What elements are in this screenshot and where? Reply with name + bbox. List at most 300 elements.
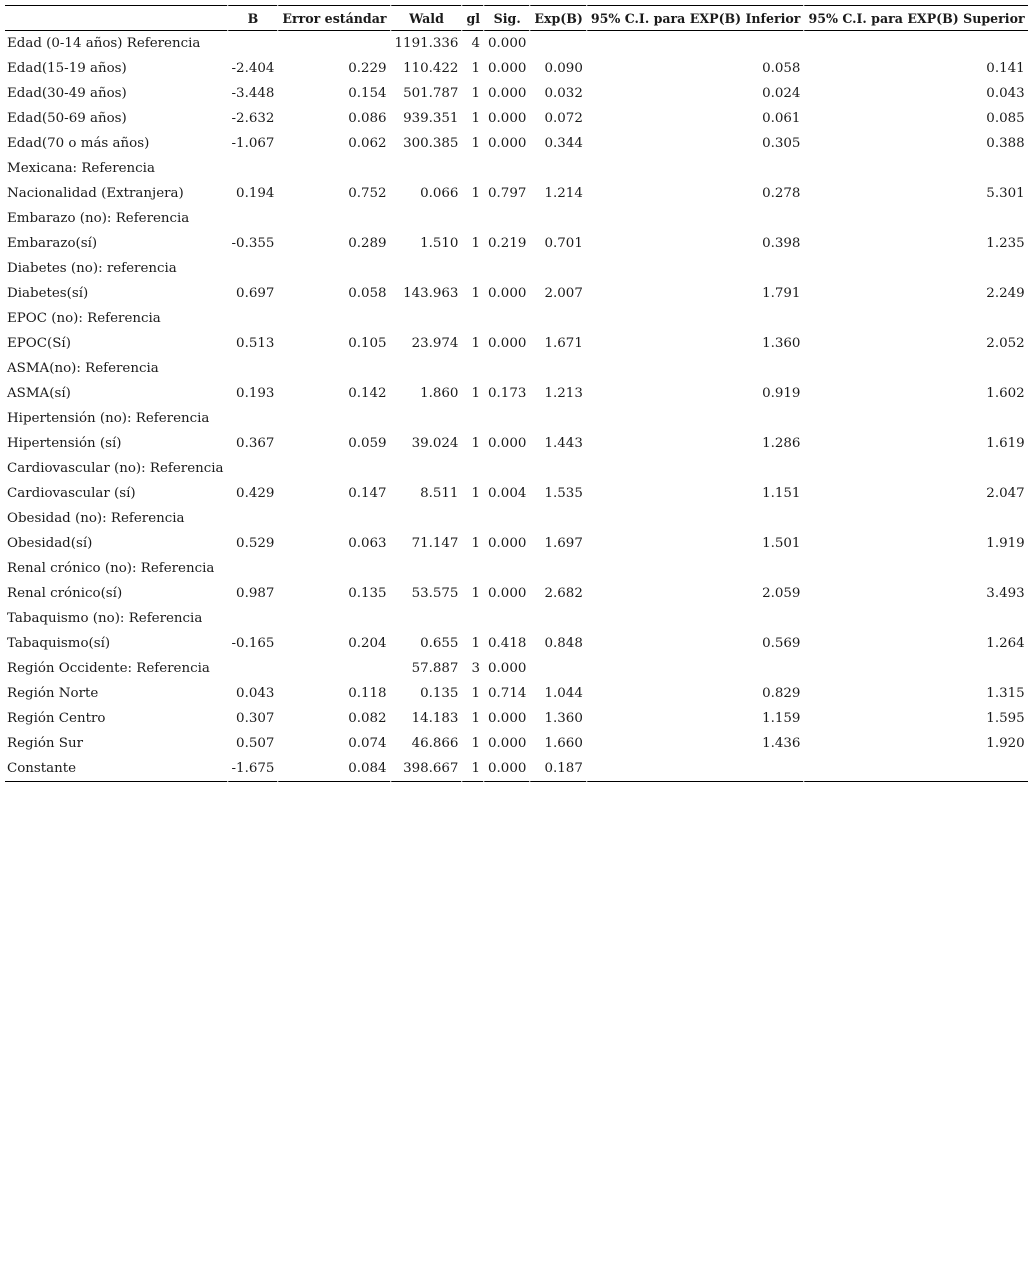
row-label: Diabetes(sí)	[7, 286, 89, 301]
cell-gl	[461, 306, 483, 331]
cell-exp-b	[529, 256, 585, 281]
cell-exp-b: 2.007	[529, 281, 585, 306]
table-row	[5, 456, 1028, 481]
cell-gl: 1	[461, 431, 483, 456]
cell-b: -0.355	[227, 231, 278, 256]
cell-sig: 0.173	[483, 381, 529, 406]
cell-ci-lower	[586, 656, 804, 681]
cell-ci-lower: 1.151	[586, 481, 804, 506]
cell-standard-error: 0.135	[277, 581, 389, 606]
cell-ci-upper	[803, 356, 1027, 381]
table-row	[5, 31, 1028, 56]
cell-b: 0.697	[227, 281, 278, 306]
row-label: Cardiovascular (sí)	[7, 486, 136, 501]
header-wald: Wald	[390, 5, 462, 31]
regression-results-table	[5, 5, 1028, 782]
cell-sig	[483, 256, 529, 281]
cell-ci-lower: 0.024	[586, 81, 804, 106]
cell-ci-upper: 1.595	[803, 706, 1027, 731]
cell-sig	[483, 506, 529, 531]
row-label: Edad(50-69 años)	[7, 111, 127, 126]
cell-ci-upper: 1.264	[803, 631, 1027, 656]
header-gl: gl	[461, 5, 483, 31]
cell-standard-error	[277, 31, 389, 56]
cell-sig	[483, 556, 529, 581]
cell-gl: 1	[461, 106, 483, 131]
cell-wald: 0.066	[390, 181, 462, 206]
cell-ci-lower	[586, 456, 804, 481]
cell-wald	[390, 456, 462, 481]
cell-ci-upper	[803, 556, 1027, 581]
cell-gl: 1	[461, 681, 483, 706]
cell-gl: 1	[461, 181, 483, 206]
cell-standard-error: 0.063	[277, 531, 389, 556]
cell-wald: 300.385	[390, 131, 462, 156]
cell-ci-upper: 2.249	[803, 281, 1027, 306]
cell-exp-b	[529, 456, 585, 481]
cell-standard-error	[277, 656, 389, 681]
cell-standard-error: 0.062	[277, 131, 389, 156]
cell-ci-lower: 0.058	[586, 56, 804, 81]
cell-exp-b: 1.213	[529, 381, 585, 406]
cell-ci-upper	[803, 656, 1027, 681]
cell-gl	[461, 356, 483, 381]
cell-ci-lower	[586, 31, 804, 56]
cell-ci-lower	[586, 406, 804, 431]
table-header	[5, 5, 1028, 31]
cell-exp-b	[529, 206, 585, 231]
cell-gl: 1	[461, 631, 483, 656]
cell-wald	[390, 556, 462, 581]
cell-ci-upper	[803, 756, 1027, 782]
table-row	[5, 156, 1028, 181]
cell-ci-lower	[586, 606, 804, 631]
cell-ci-upper	[803, 406, 1027, 431]
cell-standard-error	[277, 556, 389, 581]
header-exp-b: Exp(B)	[529, 5, 585, 31]
cell-standard-error	[277, 406, 389, 431]
cell-b: 0.529	[227, 531, 278, 556]
cell-b: 0.987	[227, 581, 278, 606]
cell-standard-error	[277, 256, 389, 281]
cell-sig	[483, 206, 529, 231]
row-label: ASMA(no): Referencia	[7, 361, 159, 376]
cell-sig: 0.000	[483, 656, 529, 681]
cell-ci-lower: 1.791	[586, 281, 804, 306]
row-label: Embarazo (no): Referencia	[7, 211, 190, 226]
row-label: Cardiovascular (no): Referencia	[7, 461, 224, 476]
cell-ci-lower	[586, 556, 804, 581]
cell-exp-b	[529, 606, 585, 631]
table-row	[5, 81, 1028, 106]
cell-exp-b: 1.671	[529, 331, 585, 356]
cell-sig	[483, 306, 529, 331]
row-label: Hipertensión (sí)	[7, 436, 122, 451]
cell-exp-b: 2.682	[529, 581, 585, 606]
table-row	[5, 256, 1028, 281]
cell-sig: 0.000	[483, 731, 529, 756]
row-label: Región Norte	[7, 686, 99, 701]
cell-b: 0.043	[227, 681, 278, 706]
cell-ci-upper: 1.619	[803, 431, 1027, 456]
cell-standard-error: 0.142	[277, 381, 389, 406]
table-row	[5, 381, 1028, 406]
table-body	[5, 31, 1028, 782]
cell-ci-upper	[803, 256, 1027, 281]
cell-b	[227, 256, 278, 281]
cell-exp-b: 0.072	[529, 106, 585, 131]
cell-sig: 0.797	[483, 181, 529, 206]
cell-sig	[483, 156, 529, 181]
cell-sig	[483, 606, 529, 631]
cell-ci-upper: 0.141	[803, 56, 1027, 81]
cell-exp-b: 1.697	[529, 531, 585, 556]
cell-ci-lower: 0.061	[586, 106, 804, 131]
cell-sig	[483, 356, 529, 381]
row-label: ASMA(sí)	[7, 386, 71, 401]
cell-exp-b	[529, 406, 585, 431]
cell-exp-b: 1.443	[529, 431, 585, 456]
cell-standard-error	[277, 156, 389, 181]
cell-ci-lower	[586, 356, 804, 381]
cell-sig	[483, 406, 529, 431]
cell-standard-error	[277, 506, 389, 531]
cell-ci-upper	[803, 606, 1027, 631]
cell-b: -1.675	[227, 756, 278, 782]
cell-gl: 1	[461, 531, 483, 556]
cell-sig: 0.000	[483, 131, 529, 156]
cell-wald: 0.135	[390, 681, 462, 706]
cell-gl: 1	[461, 731, 483, 756]
cell-b	[227, 456, 278, 481]
cell-wald: 939.351	[390, 106, 462, 131]
cell-standard-error	[277, 206, 389, 231]
cell-gl: 1	[461, 706, 483, 731]
row-label: Embarazo(sí)	[7, 236, 98, 251]
cell-b	[227, 556, 278, 581]
cell-sig: 0.000	[483, 531, 529, 556]
table-row	[5, 531, 1028, 556]
cell-standard-error: 0.082	[277, 706, 389, 731]
cell-wald: 39.024	[390, 431, 462, 456]
cell-wald: 1.860	[390, 381, 462, 406]
header-ci-upper: 95% C.I. para EXP(B) Superior	[803, 5, 1027, 31]
cell-sig: 0.000	[483, 56, 529, 81]
cell-standard-error: 0.147	[277, 481, 389, 506]
cell-b	[227, 406, 278, 431]
table-row	[5, 306, 1028, 331]
cell-b: -0.165	[227, 631, 278, 656]
cell-ci-lower	[586, 156, 804, 181]
table-row	[5, 706, 1028, 731]
cell-ci-upper: 0.043	[803, 81, 1027, 106]
table-row	[5, 631, 1028, 656]
table-row	[5, 731, 1028, 756]
cell-exp-b: 0.032	[529, 81, 585, 106]
table-row	[5, 56, 1028, 81]
row-label: Obesidad (no): Referencia	[7, 511, 185, 526]
cell-exp-b	[529, 156, 585, 181]
cell-sig: 0.000	[483, 81, 529, 106]
cell-wald: 501.787	[390, 81, 462, 106]
cell-sig: 0.219	[483, 231, 529, 256]
cell-ci-lower	[586, 506, 804, 531]
cell-ci-upper	[803, 206, 1027, 231]
cell-standard-error	[277, 306, 389, 331]
cell-standard-error: 0.752	[277, 181, 389, 206]
table-row	[5, 356, 1028, 381]
row-label: Región Occidente: Referencia	[7, 661, 210, 676]
cell-sig: 0.004	[483, 481, 529, 506]
cell-ci-upper: 5.301	[803, 181, 1027, 206]
cell-standard-error: 0.118	[277, 681, 389, 706]
cell-standard-error: 0.086	[277, 106, 389, 131]
cell-gl: 3	[461, 656, 483, 681]
cell-ci-upper	[803, 306, 1027, 331]
cell-wald: 46.866	[390, 731, 462, 756]
row-label: Renal crónico (no): Referencia	[7, 561, 215, 576]
cell-gl: 1	[461, 131, 483, 156]
cell-ci-upper	[803, 31, 1027, 56]
table-row	[5, 231, 1028, 256]
cell-wald: 57.887	[390, 656, 462, 681]
cell-b	[227, 206, 278, 231]
cell-ci-lower: 1.501	[586, 531, 804, 556]
cell-b	[227, 356, 278, 381]
cell-sig: 0.418	[483, 631, 529, 656]
cell-gl	[461, 606, 483, 631]
cell-gl: 1	[461, 756, 483, 782]
cell-standard-error: 0.074	[277, 731, 389, 756]
cell-gl: 1	[461, 81, 483, 106]
cell-ci-lower: 1.159	[586, 706, 804, 731]
cell-ci-lower	[586, 756, 804, 782]
header-standard-error: Error estándar	[277, 5, 389, 31]
row-label: Nacionalidad (Extranjera)	[7, 186, 184, 201]
cell-gl: 1	[461, 481, 483, 506]
cell-wald	[390, 156, 462, 181]
cell-wald: 8.511	[390, 481, 462, 506]
cell-sig: 0.000	[483, 281, 529, 306]
row-label: Mexicana: Referencia	[7, 161, 155, 176]
cell-b	[227, 31, 278, 56]
row-label: EPOC(Sí)	[7, 336, 71, 351]
cell-gl	[461, 206, 483, 231]
table-row	[5, 331, 1028, 356]
header-ci-lower: 95% C.I. para EXP(B) Inferior	[586, 5, 804, 31]
cell-ci-upper: 2.047	[803, 481, 1027, 506]
cell-standard-error: 0.229	[277, 56, 389, 81]
cell-exp-b	[529, 656, 585, 681]
cell-wald	[390, 356, 462, 381]
cell-standard-error: 0.154	[277, 81, 389, 106]
cell-ci-lower	[586, 306, 804, 331]
cell-exp-b	[529, 556, 585, 581]
cell-ci-upper: 3.493	[803, 581, 1027, 606]
cell-ci-upper	[803, 456, 1027, 481]
cell-exp-b: 1.360	[529, 706, 585, 731]
cell-b: 0.429	[227, 481, 278, 506]
row-label: Diabetes (no): referencia	[7, 261, 177, 276]
cell-ci-upper	[803, 156, 1027, 181]
cell-sig	[483, 456, 529, 481]
table-row	[5, 131, 1028, 156]
cell-ci-upper: 0.085	[803, 106, 1027, 131]
row-label: EPOC (no): Referencia	[7, 311, 161, 326]
row-label: Región Centro	[7, 711, 106, 726]
header-variable	[5, 5, 227, 31]
cell-b: -1.067	[227, 131, 278, 156]
cell-ci-upper: 1.919	[803, 531, 1027, 556]
table-row	[5, 606, 1028, 631]
row-label: Edad(30-49 años)	[7, 86, 127, 101]
cell-b	[227, 656, 278, 681]
cell-b: 0.193	[227, 381, 278, 406]
cell-b	[227, 606, 278, 631]
cell-b: 0.513	[227, 331, 278, 356]
table-row	[5, 431, 1028, 456]
row-label: Región Sur	[7, 736, 84, 751]
table-row	[5, 756, 1028, 782]
cell-gl	[461, 156, 483, 181]
row-label: Edad(15-19 años)	[7, 61, 127, 76]
cell-gl	[461, 406, 483, 431]
cell-ci-lower: 0.919	[586, 381, 804, 406]
cell-sig: 0.000	[483, 431, 529, 456]
cell-wald: 53.575	[390, 581, 462, 606]
cell-ci-lower: 0.569	[586, 631, 804, 656]
cell-exp-b	[529, 356, 585, 381]
cell-sig: 0.000	[483, 31, 529, 56]
table-row	[5, 581, 1028, 606]
table-row	[5, 481, 1028, 506]
cell-sig: 0.000	[483, 581, 529, 606]
cell-standard-error	[277, 456, 389, 481]
cell-wald: 23.974	[390, 331, 462, 356]
cell-b: -2.404	[227, 56, 278, 81]
cell-b: -3.448	[227, 81, 278, 106]
cell-wald	[390, 406, 462, 431]
cell-gl	[461, 506, 483, 531]
cell-sig: 0.000	[483, 706, 529, 731]
cell-ci-lower	[586, 256, 804, 281]
cell-wald: 0.655	[390, 631, 462, 656]
cell-gl	[461, 456, 483, 481]
header-row	[5, 5, 1028, 31]
cell-gl: 1	[461, 281, 483, 306]
cell-wald: 143.963	[390, 281, 462, 306]
cell-sig: 0.714	[483, 681, 529, 706]
header-sig: Sig.	[483, 5, 529, 31]
cell-sig: 0.000	[483, 756, 529, 782]
cell-exp-b: 0.090	[529, 56, 585, 81]
cell-ci-lower: 2.059	[586, 581, 804, 606]
row-label: Hipertensión (no): Referencia	[7, 411, 210, 426]
row-label: Tabaquismo (no): Referencia	[7, 611, 203, 626]
cell-ci-upper: 1.315	[803, 681, 1027, 706]
cell-gl: 1	[461, 381, 483, 406]
cell-wald: 14.183	[390, 706, 462, 731]
cell-ci-lower: 1.360	[586, 331, 804, 356]
table-row	[5, 281, 1028, 306]
cell-standard-error	[277, 356, 389, 381]
cell-standard-error: 0.105	[277, 331, 389, 356]
cell-exp-b: 1.535	[529, 481, 585, 506]
cell-gl: 1	[461, 231, 483, 256]
cell-b: 0.367	[227, 431, 278, 456]
table-row	[5, 506, 1028, 531]
cell-gl: 1	[461, 331, 483, 356]
cell-ci-lower: 1.286	[586, 431, 804, 456]
cell-standard-error: 0.289	[277, 231, 389, 256]
table-row	[5, 656, 1028, 681]
cell-b: 0.507	[227, 731, 278, 756]
cell-b: 0.307	[227, 706, 278, 731]
cell-ci-upper: 2.052	[803, 331, 1027, 356]
cell-standard-error	[277, 606, 389, 631]
cell-wald: 1191.336	[390, 31, 462, 56]
cell-wald: 398.667	[390, 756, 462, 782]
cell-gl: 1	[461, 56, 483, 81]
table-row	[5, 556, 1028, 581]
cell-gl: 1	[461, 581, 483, 606]
row-label: Renal crónico(sí)	[7, 586, 123, 601]
cell-wald	[390, 506, 462, 531]
row-label: Edad (0-14 años) Referencia	[7, 36, 201, 51]
cell-standard-error: 0.059	[277, 431, 389, 456]
cell-gl: 4	[461, 31, 483, 56]
cell-ci-lower: 1.436	[586, 731, 804, 756]
cell-ci-upper: 1.235	[803, 231, 1027, 256]
cell-standard-error: 0.058	[277, 281, 389, 306]
cell-exp-b: 0.344	[529, 131, 585, 156]
cell-ci-upper	[803, 506, 1027, 531]
cell-ci-upper: 1.920	[803, 731, 1027, 756]
cell-sig: 0.000	[483, 106, 529, 131]
cell-ci-upper: 0.388	[803, 131, 1027, 156]
cell-sig: 0.000	[483, 331, 529, 356]
cell-ci-upper: 1.602	[803, 381, 1027, 406]
cell-ci-lower	[586, 206, 804, 231]
table-row	[5, 181, 1028, 206]
cell-ci-lower: 0.829	[586, 681, 804, 706]
cell-b	[227, 306, 278, 331]
cell-ci-lower: 0.398	[586, 231, 804, 256]
cell-exp-b	[529, 31, 585, 56]
cell-b	[227, 506, 278, 531]
table-row	[5, 106, 1028, 131]
cell-standard-error: 0.204	[277, 631, 389, 656]
cell-ci-lower: 0.305	[586, 131, 804, 156]
cell-exp-b: 1.044	[529, 681, 585, 706]
cell-standard-error: 0.084	[277, 756, 389, 782]
cell-wald: 110.422	[390, 56, 462, 81]
cell-wald: 1.510	[390, 231, 462, 256]
cell-exp-b: 1.214	[529, 181, 585, 206]
cell-exp-b	[529, 306, 585, 331]
cell-b: 0.194	[227, 181, 278, 206]
cell-wald	[390, 606, 462, 631]
cell-b: -2.632	[227, 106, 278, 131]
cell-wald	[390, 306, 462, 331]
cell-exp-b: 0.701	[529, 231, 585, 256]
cell-wald: 71.147	[390, 531, 462, 556]
cell-ci-lower: 0.278	[586, 181, 804, 206]
table-row	[5, 206, 1028, 231]
header-b: B	[227, 5, 278, 31]
table-row	[5, 406, 1028, 431]
cell-exp-b: 1.660	[529, 731, 585, 756]
